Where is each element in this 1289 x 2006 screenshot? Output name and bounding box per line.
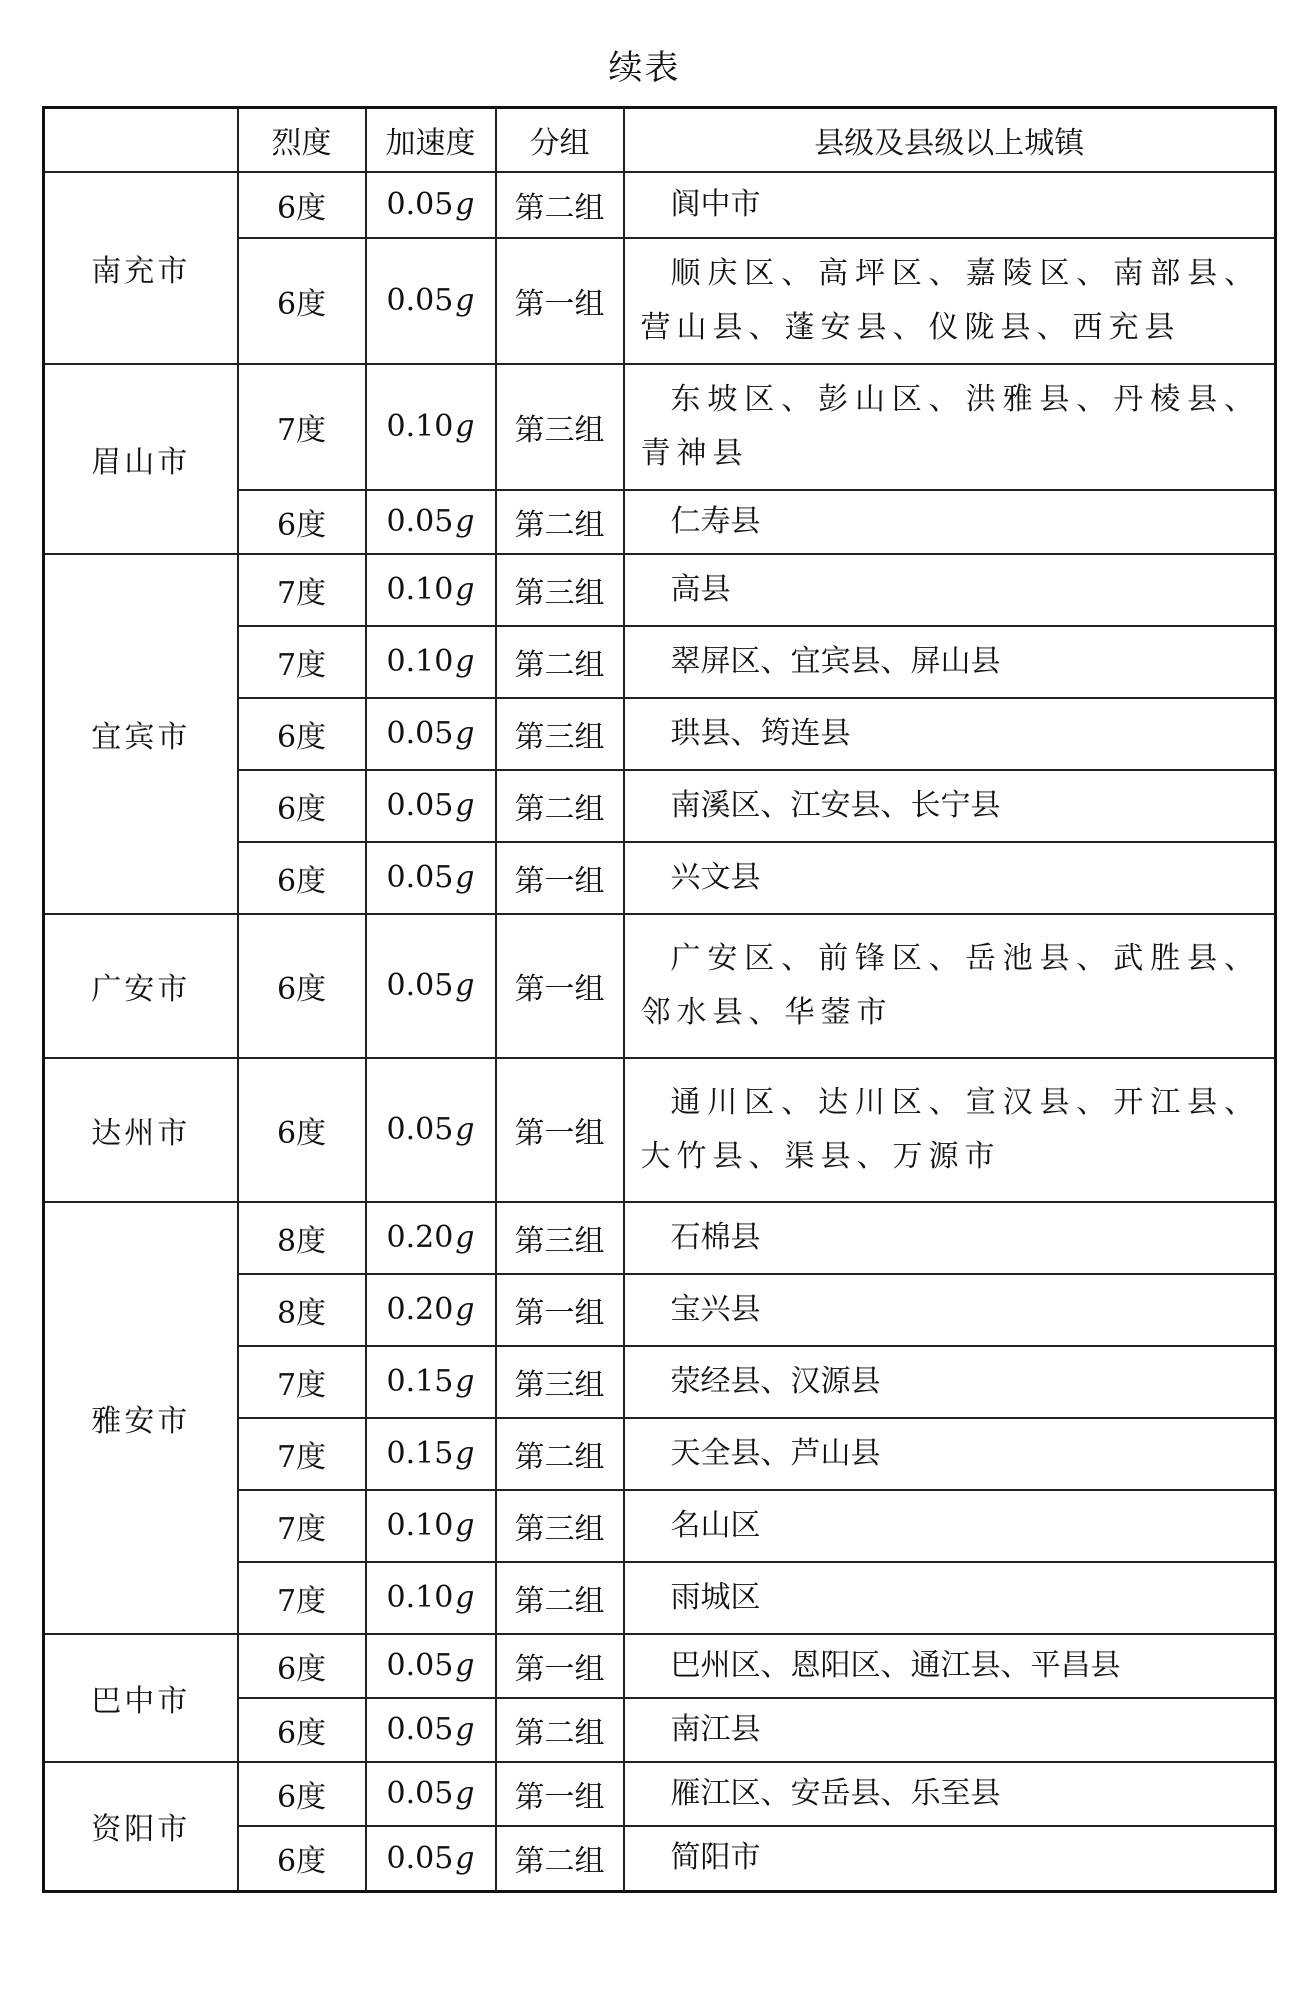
acceleration-value: 0.20 bbox=[386, 1292, 454, 1327]
seismic-intensity-table bbox=[42, 106, 1277, 1893]
acceleration-value: 0.05 bbox=[386, 788, 454, 823]
city-cell: 巴中市 bbox=[44, 1634, 238, 1762]
acceleration-value: 0.10 bbox=[386, 644, 454, 679]
acceleration-value: 0.15 bbox=[386, 1364, 454, 1399]
acceleration-value: 0.10 bbox=[386, 1508, 454, 1543]
group-cell: 第二组 bbox=[496, 490, 624, 554]
towns-cell: 宝兴县 bbox=[624, 1274, 1276, 1346]
acceleration-cell bbox=[366, 1562, 496, 1634]
intensity-cell: 7度 bbox=[238, 1418, 366, 1490]
table-body bbox=[44, 172, 1276, 1892]
acceleration-value: 0.05 bbox=[386, 504, 454, 539]
acceleration-unit: g bbox=[455, 1220, 475, 1255]
city-cell: 宜宾市 bbox=[44, 554, 238, 914]
acceleration-value: 0.05 bbox=[386, 1112, 454, 1147]
acceleration-cell bbox=[366, 1346, 496, 1418]
acceleration-cell bbox=[366, 364, 496, 490]
intensity-cell: 7度 bbox=[238, 626, 366, 698]
acceleration-unit: g bbox=[455, 1292, 475, 1327]
acceleration-unit: g bbox=[455, 1436, 475, 1471]
intensity-cell: 7度 bbox=[238, 1490, 366, 1562]
acceleration-cell bbox=[366, 554, 496, 626]
group-cell: 第一组 bbox=[496, 1058, 624, 1202]
towns-cell: 南江县 bbox=[624, 1698, 1276, 1762]
acceleration-value: 0.05 bbox=[386, 968, 454, 1003]
acceleration-cell bbox=[366, 1634, 496, 1698]
acceleration-unit: g bbox=[455, 716, 475, 751]
city-cell: 资阳市 bbox=[44, 1762, 238, 1892]
group-cell: 第二组 bbox=[496, 1826, 624, 1892]
table-row bbox=[44, 364, 1276, 490]
group-cell: 第三组 bbox=[496, 1346, 624, 1418]
group-cell: 第三组 bbox=[496, 698, 624, 770]
acceleration-value: 0.20 bbox=[386, 1220, 454, 1255]
towns-cell: 翠屏区、宜宾县、屏山县 bbox=[624, 626, 1276, 698]
acceleration-value: 0.05 bbox=[386, 187, 454, 222]
header-intensity: 烈度 bbox=[238, 108, 366, 172]
acceleration-value: 0.05 bbox=[386, 716, 454, 751]
acceleration-unit: g bbox=[455, 1508, 475, 1543]
intensity-cell: 6度 bbox=[238, 238, 366, 364]
table-title: 续表 bbox=[608, 48, 681, 88]
acceleration-cell bbox=[366, 770, 496, 842]
table-row bbox=[44, 914, 1276, 1058]
towns-cell: 荥经县、汉源县 bbox=[624, 1346, 1276, 1418]
intensity-cell: 6度 bbox=[238, 914, 366, 1058]
table-row bbox=[44, 1634, 1276, 1698]
acceleration-cell bbox=[366, 1826, 496, 1892]
acceleration-cell bbox=[366, 842, 496, 914]
header-towns: 县级及县级以上城镇 bbox=[624, 108, 1276, 172]
acceleration-cell bbox=[366, 1490, 496, 1562]
acceleration-unit: g bbox=[455, 572, 475, 607]
group-cell: 第二组 bbox=[496, 770, 624, 842]
intensity-cell: 6度 bbox=[238, 490, 366, 554]
acceleration-unit: g bbox=[455, 283, 475, 318]
intensity-cell: 6度 bbox=[238, 842, 366, 914]
acceleration-unit: g bbox=[455, 1648, 475, 1683]
towns-cell: 名山区 bbox=[624, 1490, 1276, 1562]
group-cell: 第一组 bbox=[496, 1762, 624, 1826]
intensity-cell: 6度 bbox=[238, 1058, 366, 1202]
acceleration-unit: g bbox=[455, 409, 475, 444]
towns-cell: 石棉县 bbox=[624, 1202, 1276, 1274]
group-cell: 第二组 bbox=[496, 1418, 624, 1490]
table-row bbox=[44, 1202, 1276, 1274]
group-cell: 第三组 bbox=[496, 554, 624, 626]
acceleration-cell bbox=[366, 698, 496, 770]
towns-cell: 巴州区、恩阳区、通江县、平昌县 bbox=[624, 1634, 1276, 1698]
group-cell: 第一组 bbox=[496, 842, 624, 914]
acceleration-cell bbox=[366, 914, 496, 1058]
table-row bbox=[44, 1762, 1276, 1826]
acceleration-unit: g bbox=[455, 788, 475, 823]
header-acceleration: 加速度 bbox=[366, 108, 496, 172]
towns-cell: 通川区、达川区、宣汉县、开江县、大竹县、渠县、万源市 bbox=[624, 1058, 1276, 1202]
towns-cell: 广安区、前锋区、岳池县、武胜县、邻水县、华蓥市 bbox=[624, 914, 1276, 1058]
acceleration-value: 0.05 bbox=[386, 1712, 454, 1747]
group-cell: 第一组 bbox=[496, 914, 624, 1058]
acceleration-unit: g bbox=[455, 1840, 475, 1876]
acceleration-cell bbox=[366, 238, 496, 364]
city-cell: 雅安市 bbox=[44, 1202, 238, 1634]
table-row bbox=[44, 1058, 1276, 1202]
acceleration-cell bbox=[366, 626, 496, 698]
acceleration-unit: g bbox=[455, 644, 475, 679]
acceleration-unit: g bbox=[455, 504, 475, 539]
acceleration-value: 0.10 bbox=[386, 572, 454, 607]
acceleration-value: 0.05 bbox=[386, 1840, 454, 1876]
acceleration-cell bbox=[366, 1058, 496, 1202]
towns-cell: 阆中市 bbox=[624, 172, 1276, 238]
towns-cell: 南溪区、江安县、长宁县 bbox=[624, 770, 1276, 842]
intensity-cell: 7度 bbox=[238, 1562, 366, 1634]
towns-cell: 雨城区 bbox=[624, 1562, 1276, 1634]
towns-cell: 简阳市 bbox=[624, 1826, 1276, 1892]
acceleration-cell bbox=[366, 1418, 496, 1490]
acceleration-unit: g bbox=[455, 1580, 475, 1615]
acceleration-cell bbox=[366, 1762, 496, 1826]
intensity-cell: 6度 bbox=[238, 698, 366, 770]
acceleration-value: 0.05 bbox=[386, 860, 454, 895]
intensity-cell: 7度 bbox=[238, 554, 366, 626]
intensity-cell: 6度 bbox=[238, 1634, 366, 1698]
acceleration-cell bbox=[366, 1202, 496, 1274]
group-cell: 第一组 bbox=[496, 1634, 624, 1698]
city-cell: 广安市 bbox=[44, 914, 238, 1058]
acceleration-value: 0.05 bbox=[386, 1776, 454, 1811]
group-cell: 第二组 bbox=[496, 1698, 624, 1762]
group-cell: 第二组 bbox=[496, 1562, 624, 1634]
acceleration-value: 0.05 bbox=[386, 283, 454, 318]
towns-cell: 珙县、筠连县 bbox=[624, 698, 1276, 770]
acceleration-value: 0.15 bbox=[386, 1436, 454, 1471]
intensity-cell: 7度 bbox=[238, 1346, 366, 1418]
acceleration-unit: g bbox=[455, 187, 475, 222]
acceleration-unit: g bbox=[455, 1112, 475, 1147]
towns-cell: 兴文县 bbox=[624, 842, 1276, 914]
towns-cell: 仁寿县 bbox=[624, 490, 1276, 554]
intensity-cell: 6度 bbox=[238, 1826, 366, 1892]
intensity-cell: 6度 bbox=[238, 1762, 366, 1826]
acceleration-cell bbox=[366, 1274, 496, 1346]
group-cell: 第三组 bbox=[496, 1490, 624, 1562]
acceleration-value: 0.05 bbox=[386, 1648, 454, 1683]
intensity-cell: 8度 bbox=[238, 1274, 366, 1346]
acceleration-unit: g bbox=[455, 1364, 475, 1399]
intensity-cell: 6度 bbox=[238, 770, 366, 842]
acceleration-cell bbox=[366, 490, 496, 554]
acceleration-unit: g bbox=[455, 1776, 475, 1811]
towns-cell: 雁江区、安岳县、乐至县 bbox=[624, 1762, 1276, 1826]
group-cell: 第二组 bbox=[496, 172, 624, 238]
intensity-cell: 8度 bbox=[238, 1202, 366, 1274]
intensity-cell: 6度 bbox=[238, 172, 366, 238]
acceleration-cell bbox=[366, 1698, 496, 1762]
acceleration-unit: g bbox=[455, 860, 475, 895]
intensity-cell: 7度 bbox=[238, 364, 366, 490]
acceleration-unit: g bbox=[455, 968, 475, 1003]
group-cell: 第一组 bbox=[496, 238, 624, 364]
acceleration-value: 0.10 bbox=[386, 1580, 454, 1615]
table-row bbox=[44, 172, 1276, 238]
acceleration-unit: g bbox=[455, 1712, 475, 1747]
acceleration-value: 0.10 bbox=[386, 409, 454, 444]
city-cell: 达州市 bbox=[44, 1058, 238, 1202]
towns-cell: 东坡区、彭山区、洪雅县、丹棱县、青神县 bbox=[624, 364, 1276, 490]
group-cell: 第三组 bbox=[496, 1202, 624, 1274]
intensity-cell: 6度 bbox=[238, 1698, 366, 1762]
city-cell: 南充市 bbox=[44, 172, 238, 364]
header-city bbox=[44, 108, 238, 172]
group-cell: 第一组 bbox=[496, 1274, 624, 1346]
header-row bbox=[44, 108, 1276, 172]
towns-cell: 天全县、芦山县 bbox=[624, 1418, 1276, 1490]
table-row bbox=[44, 554, 1276, 626]
city-cell: 眉山市 bbox=[44, 364, 238, 554]
acceleration-cell bbox=[366, 172, 496, 238]
group-cell: 第二组 bbox=[496, 626, 624, 698]
towns-cell: 高县 bbox=[624, 554, 1276, 626]
group-cell: 第三组 bbox=[496, 364, 624, 490]
header-group: 分组 bbox=[496, 108, 624, 172]
towns-cell: 顺庆区、高坪区、嘉陵区、南部县、营山县、蓬安县、仪陇县、西充县 bbox=[624, 238, 1276, 364]
